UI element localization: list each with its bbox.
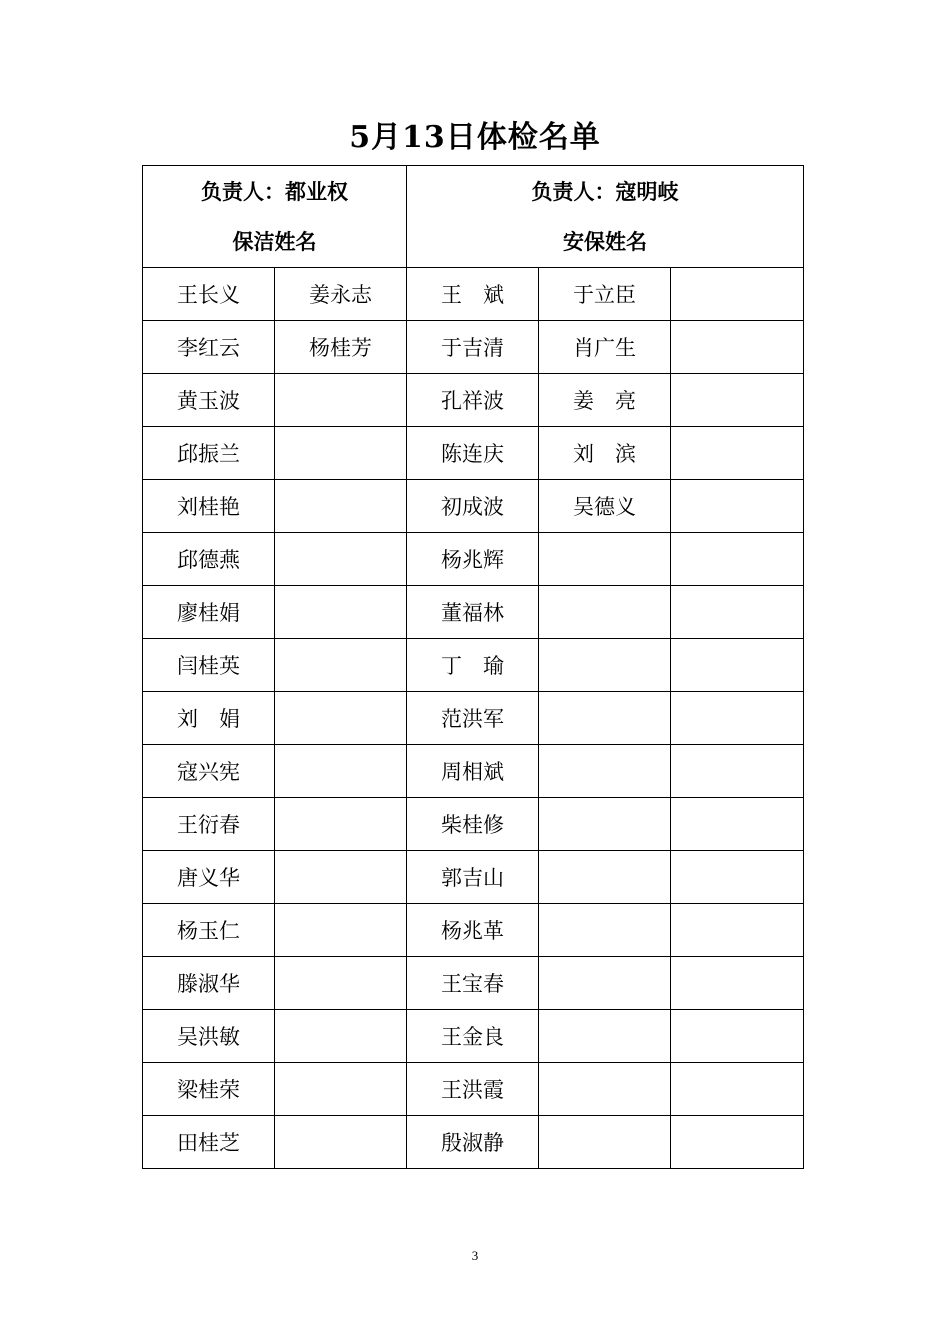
table-row	[143, 957, 804, 1010]
table-row	[143, 1063, 804, 1116]
cleaning-name-cell	[275, 904, 407, 957]
cleaning-name-cell	[275, 1010, 407, 1063]
cleaning-name-cell	[275, 1116, 407, 1169]
cleaning-name-cell	[275, 957, 407, 1010]
page-title: 5月13日体检名单	[349, 120, 601, 155]
security-name-cell	[671, 639, 804, 692]
cleaning-name-cell: 杨玉仁	[143, 904, 275, 957]
table-row	[143, 798, 804, 851]
security-name-cell: 王洪霞	[407, 1063, 539, 1116]
cleaning-name-cell	[275, 374, 407, 427]
cleaning-name-cell: 闫桂英	[143, 639, 275, 692]
security-name-cell	[539, 1063, 671, 1116]
security-name-cell	[539, 1010, 671, 1063]
security-name-cell	[539, 904, 671, 957]
security-name-cell	[671, 1116, 804, 1169]
security-name-cell: 周相斌	[407, 745, 539, 798]
security-name-cell	[671, 321, 804, 374]
table-row	[143, 745, 804, 798]
security-name-cell	[671, 268, 804, 321]
cleaning-name-cell	[275, 745, 407, 798]
table-row	[143, 321, 804, 374]
cleaning-name-cell	[275, 586, 407, 639]
security-name-cell: 肖广生	[539, 321, 671, 374]
cleaning-name-cell: 邱德燕	[143, 533, 275, 586]
security-name-cell	[671, 904, 804, 957]
security-name-cell: 孔祥波	[407, 374, 539, 427]
security-name-cell	[671, 374, 804, 427]
security-name-cell: 郭吉山	[407, 851, 539, 904]
security-name-cell	[671, 692, 804, 745]
security-name-cell	[671, 957, 804, 1010]
security-name-cell	[539, 851, 671, 904]
security-name-cell: 于立臣	[539, 268, 671, 321]
cleaning-name-cell: 滕淑华	[143, 957, 275, 1010]
cleaning-name-cell	[275, 427, 407, 480]
security-name-cell: 吴德义	[539, 480, 671, 533]
security-name-cell	[539, 692, 671, 745]
security-name-cell: 范洪军	[407, 692, 539, 745]
security-name-cell: 王宝春	[407, 957, 539, 1010]
cleaning-name-cell	[275, 692, 407, 745]
security-name-cell	[671, 745, 804, 798]
table-row	[143, 480, 804, 533]
cleaning-name-cell: 王长义	[143, 268, 275, 321]
security-name-cell	[539, 798, 671, 851]
security-name-cell: 于吉清	[407, 321, 539, 374]
table-row	[143, 268, 804, 321]
security-name-cell: 陈连庆	[407, 427, 539, 480]
cleaning-name-cell: 田桂芝	[143, 1116, 275, 1169]
cleaning-name-cell: 王衍春	[143, 798, 275, 851]
cleaning-name-cell: 吴洪敏	[143, 1010, 275, 1063]
cleaning-name-cell	[275, 851, 407, 904]
cleaning-name-cell	[275, 798, 407, 851]
security-name-cell	[671, 1063, 804, 1116]
table-row	[143, 586, 804, 639]
security-name-cell	[671, 798, 804, 851]
security-name-cell: 王金良	[407, 1010, 539, 1063]
security-name-cell	[539, 1116, 671, 1169]
cleaning-name-cell: 刘桂艳	[143, 480, 275, 533]
cleaning-name-cell: 李红云	[143, 321, 275, 374]
security-name-cell	[539, 586, 671, 639]
table-row	[143, 1010, 804, 1063]
security-name-cell: 殷淑静	[407, 1116, 539, 1169]
table-row	[143, 904, 804, 957]
security-column-header: 安保姓名	[563, 228, 647, 254]
cleaning-name-cell	[275, 480, 407, 533]
security-name-cell	[671, 480, 804, 533]
cleaning-column-header: 保洁姓名	[232, 228, 317, 254]
cleaning-name-cell: 杨桂芳	[275, 321, 407, 374]
security-name-cell	[539, 745, 671, 798]
cleaning-name-cell: 黄玉波	[143, 374, 275, 427]
security-name-cell	[671, 427, 804, 480]
table-row	[143, 639, 804, 692]
cleaning-name-cell: 梁桂荣	[143, 1063, 275, 1116]
security-name-cell	[671, 851, 804, 904]
security-name-cell: 姜 亮	[539, 374, 671, 427]
security-name-cell: 董福林	[407, 586, 539, 639]
cleaning-name-cell: 刘 娟	[143, 692, 275, 745]
security-name-cell	[671, 1010, 804, 1063]
table-row	[143, 533, 804, 586]
table-row	[143, 427, 804, 480]
cleaning-name-cell: 廖桂娟	[143, 586, 275, 639]
cleaning-name-cell: 姜永志	[275, 268, 407, 321]
header-row	[143, 166, 804, 268]
table-row	[143, 1116, 804, 1169]
security-name-cell	[539, 639, 671, 692]
security-name-cell: 初成波	[407, 480, 539, 533]
page-number: 3	[471, 1248, 479, 1263]
security-name-cell	[539, 957, 671, 1010]
table-row	[143, 374, 804, 427]
security-name-cell	[671, 586, 804, 639]
security-name-cell: 刘 滨	[539, 427, 671, 480]
security-name-cell: 王 斌	[407, 268, 539, 321]
cleaning-name-cell: 寇兴宪	[143, 745, 275, 798]
cleaning-responsible: 负责人：都业权	[201, 178, 348, 204]
security-name-cell	[539, 533, 671, 586]
security-name-cell: 丁 瑜	[407, 639, 539, 692]
security-name-cell	[671, 533, 804, 586]
cleaning-name-cell: 唐义华	[143, 851, 275, 904]
cleaning-name-cell	[275, 1063, 407, 1116]
security-name-cell: 杨兆革	[407, 904, 539, 957]
cleaning-name-cell: 邱振兰	[143, 427, 275, 480]
table-row	[143, 851, 804, 904]
cleaning-name-cell	[275, 533, 407, 586]
security-name-cell: 杨兆辉	[407, 533, 539, 586]
security-name-cell: 柴桂修	[407, 798, 539, 851]
table-row	[143, 692, 804, 745]
checkup-roster-table	[142, 165, 804, 1169]
security-header-cell	[407, 166, 804, 268]
cleaning-name-cell	[275, 639, 407, 692]
cleaning-header-cell	[143, 166, 407, 268]
security-responsible: 负责人：寇明岐	[531, 178, 679, 204]
